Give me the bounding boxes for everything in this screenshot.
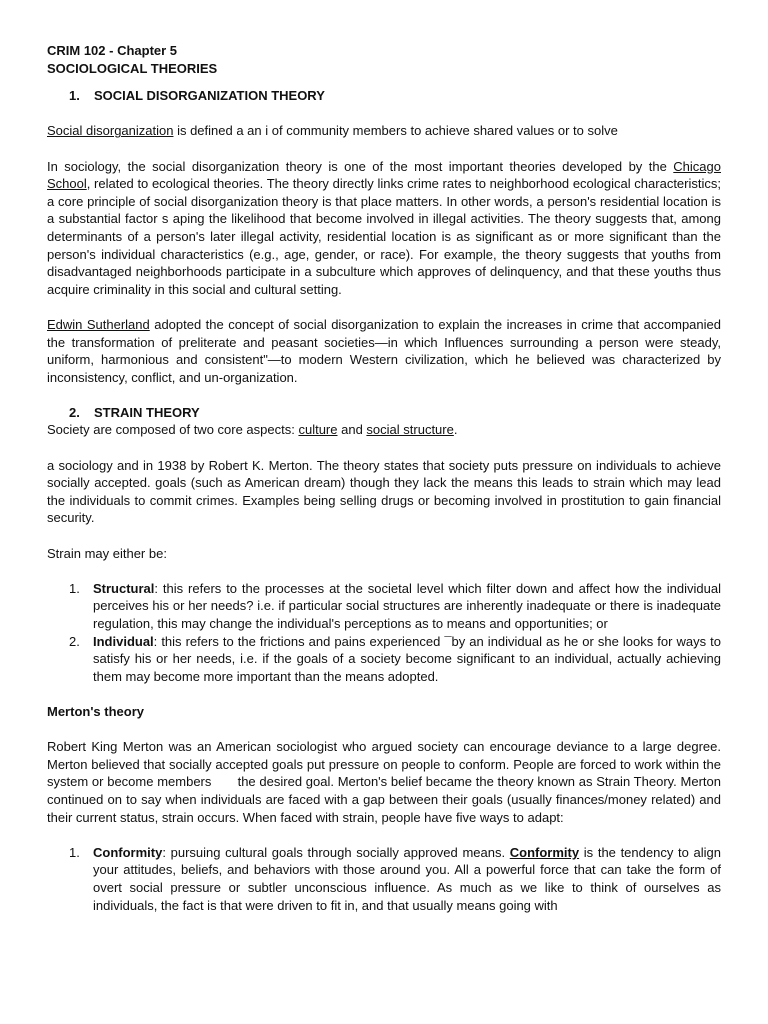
strain-either-text: Strain may either be: (47, 545, 167, 561)
document-title: SOCIOLOGICAL THEORIES (47, 60, 218, 76)
definition-text: is defined a an i of community members to achieve shared values or to solve (173, 123, 618, 139)
social-disorganization-paragraph (47, 158, 721, 299)
list-term: Structural (93, 580, 155, 596)
section-heading-social-disorganization (47, 87, 721, 105)
conformity-link[interactable]: Conformity (509, 844, 580, 860)
section-title: STRAIN THEORY (94, 404, 200, 420)
list-item-text (93, 580, 721, 633)
paragraph-text: . (453, 422, 458, 438)
list-body: : this refers to the processes at the societal level which filter down and affect how the individual perceives his or her needs? i.e. if particular social structures are inherently inadequate or there is inadequate regulation, this may change the individual's perceptions as to means and opportunities; or (93, 580, 721, 631)
edwin-sutherland-link[interactable]: Edwin Sutherland (47, 316, 150, 332)
definition-paragraph (47, 122, 721, 140)
list-item (47, 580, 721, 633)
merton-paragraph: Robert King Merton was an American sociologist who argued society can encourage deviance to a large degree. Merton believed that socially accepted goals put pressure on people to conform. People are forced to work within the system or become members the desired goal. Merton's belief became the theory known as Strain Theory. Merton continued on to say when individuals are faced with a gap between their goals (usually finances/money related) and their current status, strain occurs. When faced with strain, people have five ways to adapt: (47, 739, 725, 825)
list-number: 2. (69, 633, 80, 649)
sutherland-paragraph (47, 316, 721, 386)
paragraph-text: In sociology, the social disorganization theory is one of the most important theories developed by the (47, 158, 674, 174)
list-number: 1. (69, 844, 80, 860)
strain-intro (47, 421, 721, 439)
list-item-text (93, 844, 721, 914)
list-body: : this refers to the frictions and pains experienced ¯by an individual as he or she looks for ways to satisfy his or her needs, i.e. if the goals of a society become significant to an individual, actually achieving them may become more important than the means adopted. (93, 633, 721, 684)
culture-link[interactable]: culture (298, 422, 338, 438)
strain-types-list (47, 580, 721, 686)
section-number: 1. (69, 88, 80, 104)
paragraph-text: , related to ecological theories. The theory directly links crime rates to neighborhood ecological characteristics; a core principle of social disorganization theory is that place matters. In other words, a person's residential location is a substantial factor s aping the likelihood that become involved in illegal activities. The theory suggests that, among determinants of a person's later illegal activity, residential location is as significant as or more significant than the person's individual characteristics (e.g., age, gender, or race). For example, the theory suggests that youths from disadvantaged neighborhoods participate in a subculture which approves of delinquency, and that these youths thus acquire criminality in this social and cultural setting. (47, 176, 721, 297)
list-body: is the tendency to align your attitudes, beliefs, and behaviors with those around you. All a powerful force that can take the form of overt social pressure or subtler unconscious influence. As much as we like to think of ourselves as individuals, the fact is that were driven to fit in, and that usually means going with (93, 844, 721, 913)
course-label: CRIM 102 - Chapter 5 (47, 43, 178, 58)
merton-heading: Merton's theory (47, 703, 144, 719)
list-body: : pursuing cultural goals through socially approved means. (162, 844, 510, 860)
list-item-text (93, 633, 721, 686)
paragraph-text: adopted the concept of social disorganization to explain the increases in crime that accompanied the transformation of preliterate and peasant societies—in which Influences surrounding a person were steady, uniform, harmonious and consistent"—to modern Western civilization, which he believed was characterized by inconsistency, conflict, and un-organization. (47, 316, 721, 385)
list-term: Individual (93, 633, 154, 649)
section-title: SOCIAL DISORGANIZATION THEORY (94, 88, 325, 104)
section-number: 2. (69, 404, 80, 420)
list-item (47, 633, 721, 686)
strain-paragraph: a sociology and in 1938 by Robert K. Merton. The theory states that society puts pressure on individuals to achieve socially accepted. goals (such as American dream) though they lack the means this leads to strain which may lead the individuals to commit crimes. Examples being selling drugs or becoming involved in prostitution to gain financial security. (47, 457, 721, 526)
chicago-school-link[interactable]: Chicago School (47, 158, 721, 192)
social-disorganization-link[interactable]: Social disorganization (47, 123, 174, 139)
paragraph-text: and (337, 422, 367, 438)
section-heading-strain-theory (47, 404, 721, 422)
list-item (47, 844, 721, 914)
social-structure-link[interactable]: social structure (366, 422, 454, 438)
list-number: 1. (69, 580, 80, 596)
paragraph-text: Society are composed of two core aspects: (47, 422, 299, 438)
document-page (47, 42, 725, 914)
adaptation-list (47, 844, 721, 914)
list-term: Conformity (93, 844, 163, 860)
